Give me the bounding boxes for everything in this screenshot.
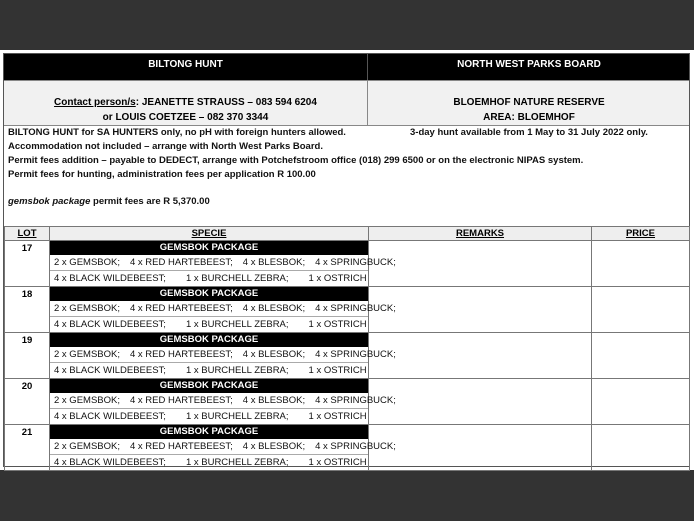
species-item: 2 x GEMSBOK;: [54, 303, 120, 314]
species-item: 4 x BLACK WILDEBEEST;: [54, 411, 166, 422]
remarks-cell[interactable]: [369, 287, 592, 333]
species-line-1: [50, 347, 396, 363]
species-item: 2 x GEMSBOK;: [54, 441, 120, 452]
header-row: [4, 54, 689, 80]
specie-cell: [50, 241, 396, 287]
reserve-area: AREA: BLOEMHOF: [483, 112, 575, 123]
species-item: 4 x BLESBOK;: [242, 395, 306, 406]
package-title: GEMSBOK PACKAGE: [50, 379, 368, 393]
table-row: [5, 425, 690, 471]
species-item: 4 x BLACK WILDEBEEST;: [54, 457, 166, 468]
column-header-remarks: REMARKS: [369, 227, 592, 241]
species-item: 4 x SPRINGBUCK;: [315, 395, 396, 406]
package-title: GEMSBOK PACKAGE: [50, 425, 368, 439]
species-line-2: [50, 363, 368, 378]
species-item: 4 x BLACK WILDEBEEST;: [54, 365, 166, 376]
table-row: [5, 333, 690, 379]
lots-table: [4, 226, 690, 471]
species-item: 1 x OSTRICH: [308, 365, 367, 376]
species-item: 1 x BURCHELL ZEBRA;: [185, 457, 289, 468]
document-page: [0, 50, 694, 470]
lot-number: 19: [5, 333, 50, 379]
species-line-1: [50, 255, 396, 271]
species-item: 1 x OSTRICH: [308, 319, 367, 330]
remarks-cell[interactable]: [369, 333, 592, 379]
availability-note: 3-day hunt available from 1 May to 31 July 2022 only.: [410, 127, 648, 138]
table-header-row: [5, 227, 690, 241]
column-header-specie: SPECIE: [50, 227, 369, 241]
price-cell[interactable]: [592, 287, 690, 333]
table-row: [5, 241, 690, 287]
species-item: 4 x SPRINGBUCK;: [315, 303, 396, 314]
species-line-1: [50, 439, 396, 455]
species-line-2: [50, 409, 368, 424]
price-cell[interactable]: [592, 425, 690, 471]
package-title: GEMSBOK PACKAGE: [50, 333, 368, 347]
package-title: GEMSBOK PACKAGE: [50, 287, 368, 301]
species-line-2: [50, 455, 368, 470]
specie-cell: [50, 425, 396, 471]
species-item: 2 x GEMSBOK;: [54, 349, 120, 360]
species-item: 1 x OSTRICH: [308, 411, 367, 422]
info-line-1: BILTONG HUNT for SA HUNTERS only, no pH with foreign hunters allowed.: [8, 127, 346, 138]
species-line-1: [50, 393, 396, 409]
species-item: 1 x OSTRICH: [308, 273, 367, 284]
lot-number: 21: [5, 425, 50, 471]
reserve-info: [369, 81, 689, 125]
fees-amount: permit fees are R 5,370.00: [90, 196, 210, 207]
info-line-2: Accommodation not included – arrange with North West Parks Board.: [8, 141, 323, 152]
contact-line-1: [4, 95, 367, 110]
document-frame: [3, 53, 690, 467]
species-item: 1 x BURCHELL ZEBRA;: [185, 273, 289, 284]
species-line-2: [50, 317, 368, 332]
price-cell[interactable]: [592, 333, 690, 379]
species-item: 1 x BURCHELL ZEBRA;: [185, 411, 289, 422]
species-line-1: [50, 301, 396, 317]
species-item: 4 x SPRINGBUCK;: [315, 441, 396, 452]
species-item: 2 x GEMSBOK;: [54, 257, 120, 268]
species-item: 1 x BURCHELL ZEBRA;: [185, 319, 289, 330]
species-item: 4 x RED HARTEBEEST;: [130, 441, 233, 452]
contact-line-2: or LOUIS COETZEE – 082 370 3344: [102, 112, 269, 123]
species-item: 4 x BLACK WILDEBEEST;: [54, 319, 166, 330]
specie-cell: [50, 333, 396, 379]
contact-persons: [4, 81, 368, 125]
lot-number: 20: [5, 379, 50, 425]
price-cell[interactable]: [592, 379, 690, 425]
species-item: 4 x BLESBOK;: [242, 349, 306, 360]
contact-label: Contact person/s: [54, 97, 136, 108]
fees-package-name: gemsbok package: [8, 196, 91, 207]
specie-cell: [50, 379, 396, 425]
species-item: 4 x BLESBOK;: [242, 257, 306, 268]
species-line-2: [50, 271, 368, 286]
remarks-cell[interactable]: [369, 379, 592, 425]
column-header-price: PRICE: [592, 227, 690, 241]
contact-primary: : JEANETTE STRAUSS – 083 594 6204: [135, 97, 317, 108]
remarks-cell[interactable]: [369, 425, 592, 471]
header-title-left: BILTONG HUNT: [4, 54, 368, 80]
contact-row: [4, 80, 689, 126]
species-item: 4 x RED HARTEBEEST;: [130, 303, 233, 314]
species-item: 4 x BLACK WILDEBEEST;: [54, 273, 166, 284]
price-cell[interactable]: [592, 241, 690, 287]
species-item: 1 x BURCHELL ZEBRA;: [185, 365, 289, 376]
species-item: 1 x OSTRICH: [308, 457, 367, 468]
species-item: 4 x RED HARTEBEEST;: [130, 257, 233, 268]
reserve-name: BLOEMHOF NATURE RESERVE: [453, 97, 605, 108]
column-header-lot: LOT: [5, 227, 50, 241]
species-item: 2 x GEMSBOK;: [54, 395, 120, 406]
species-item: 4 x RED HARTEBEEST;: [130, 395, 233, 406]
table-row: [5, 287, 690, 333]
species-item: 4 x SPRINGBUCK;: [315, 349, 396, 360]
species-item: 4 x BLESBOK;: [242, 441, 306, 452]
package-fees: [8, 196, 210, 207]
info-line-3: Permit fees addition – payable to DEDECT, arrange with Potchefstroom office (018) 299 6500 or on the electronic NIPAS system.: [8, 155, 584, 166]
info-line-4: Permit fees for hunting, administration fees per application R 100.00: [8, 169, 316, 180]
header-title-right: NORTH WEST PARKS BOARD: [457, 58, 601, 70]
specie-cell: [50, 287, 396, 333]
species-item: 4 x BLESBOK;: [242, 303, 306, 314]
species-item: 4 x RED HARTEBEEST;: [130, 349, 233, 360]
lot-number: 18: [5, 287, 50, 333]
package-title: GEMSBOK PACKAGE: [50, 241, 368, 255]
remarks-cell[interactable]: [369, 241, 592, 287]
lot-number: 17: [5, 241, 50, 287]
species-item: 4 x SPRINGBUCK;: [315, 257, 396, 268]
table-row: [5, 379, 690, 425]
